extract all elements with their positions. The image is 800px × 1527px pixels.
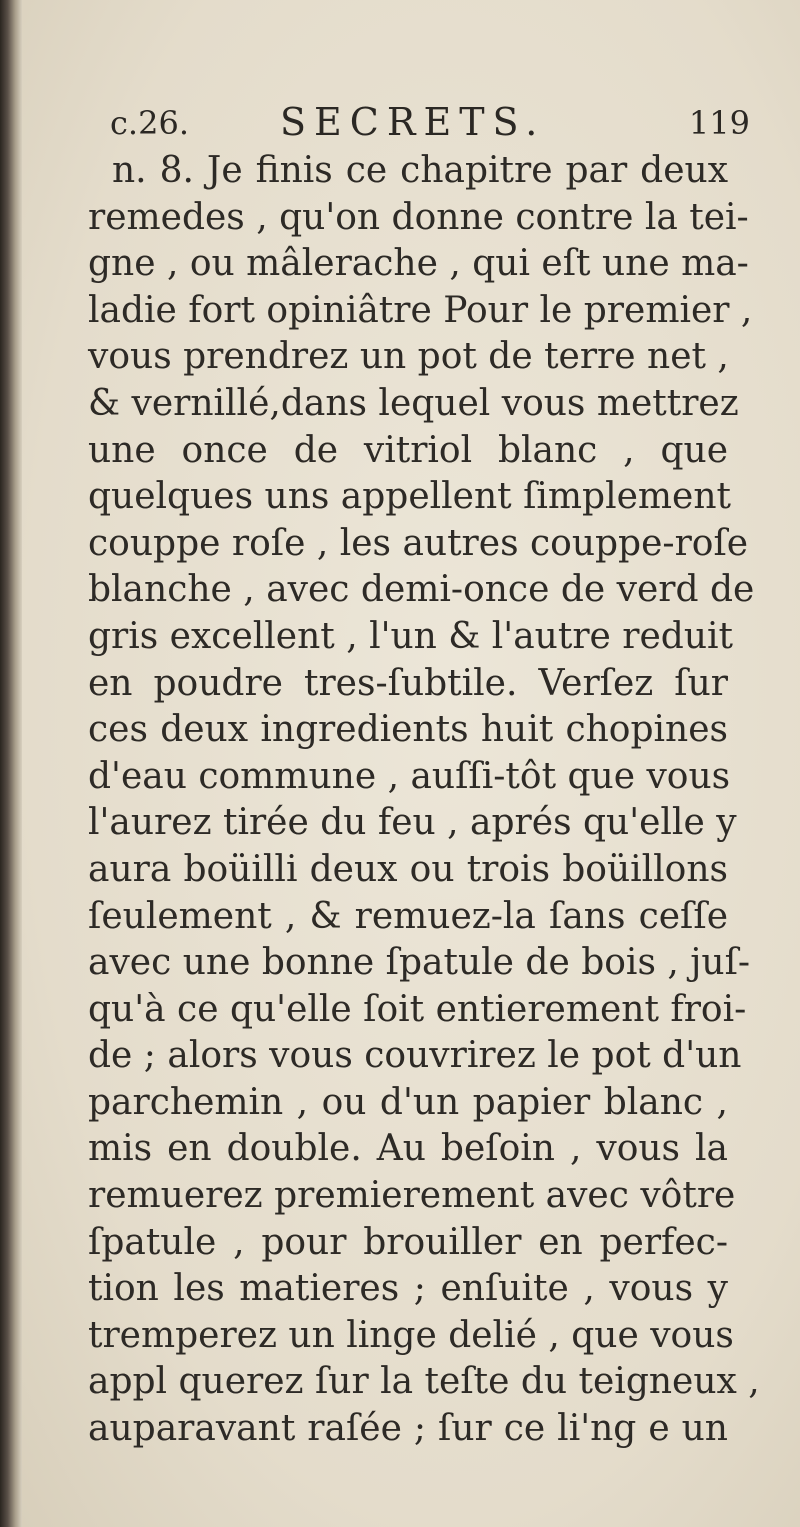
chapter-ref: c.26. [110,104,189,142]
text-line: quelques uns appellent ſimplement [88,476,732,518]
text-line: l'aurez tirée du feu , aprés qu'elle y [88,802,737,844]
text-line: d'eau commune , auſſi-tôt que vous [88,755,731,797]
text-line: parchemin , ou d'un papier blanc , [88,1081,728,1123]
book-spine-shadow [0,0,22,1527]
text-line: tion les matieres ; enſuite , vous y [88,1268,728,1310]
text-line: ces deux ingredients huit chopines [88,709,728,751]
text-line: & vernillé,dans lequel vous mettrez [88,382,739,424]
text-line: remuerez premierement avec vôtre [88,1175,736,1217]
text-line: une once de vitriol blanc , que [88,429,728,471]
text-line: vous prendrez un pot de terre net , [88,336,729,378]
text-line: mis en double. Au beſoin , vous la [88,1128,728,1170]
text-line: appl querez ſur la teſte du teigneux , [88,1361,760,1403]
text-line: tremperez un linge delié , que vous [88,1314,734,1356]
text-line: qu'à ce qu'elle ſoit entierement froi- [88,988,747,1030]
book-page [22,0,800,1527]
running-title: SECRETS. [280,100,546,144]
text-line: blanche , avec demi-once de verd de [88,569,755,611]
text-line: de ; alors vous couvrirez le pot d'un [88,1035,742,1077]
text-line: en poudre tres-ſubtile. Verſez ſur [88,662,728,704]
text-line: ſpatule , pour brouiller en perfec- [88,1221,728,1263]
text-line: avec une bonne ſpatule de bois , juſ- [88,942,751,984]
text-line: couppe roſe , les autres couppe-roſe [88,522,749,564]
page-body [88,148,760,1453]
running-header [110,100,750,148]
text-line: ſeulement , & remuez-la ſans ceſſe [88,895,728,937]
text-line: remedes , qu'on donne contre la tei- [88,196,749,238]
text-line: ladie fort opiniâtre Pour le premier , [88,289,753,331]
text-line: auparavant raſée ; ſur ce li'ng e un [88,1408,728,1450]
text-line: n. 8. Je finis ce chapitre par deux [112,150,728,191]
text-line: gris excellent , l'un & l'autre reduit [88,615,733,657]
page-number: 119 [688,104,750,142]
text-line: aura boüilli deux ou trois boüillons [88,848,728,890]
text-line: gne , ou mâlerache , qui eſt une ma- [88,243,749,285]
